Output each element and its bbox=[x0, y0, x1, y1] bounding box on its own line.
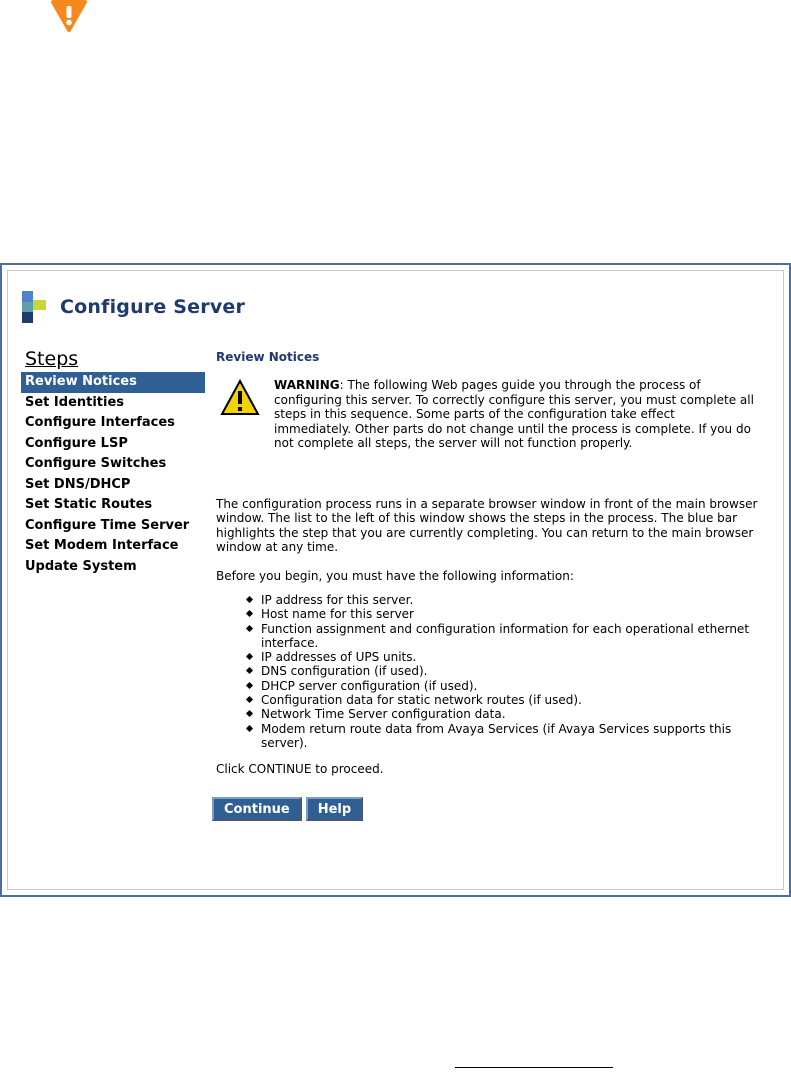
list-item: Configuration data for static network routes (if used). bbox=[245, 693, 755, 707]
step-set-modem-interface[interactable]: Set Modem Interface bbox=[25, 538, 179, 553]
button-row bbox=[212, 797, 768, 821]
warning-triangle-icon bbox=[220, 378, 260, 418]
section-title: Review Notices bbox=[216, 350, 320, 364]
list-item: Network Time Server configuration data. bbox=[245, 707, 755, 721]
step-configure-time-server[interactable]: Configure Time Server bbox=[25, 517, 190, 533]
app-title: Configure Server bbox=[60, 296, 246, 318]
steps-heading: Steps bbox=[25, 348, 79, 370]
warning-label: WARNING bbox=[274, 378, 340, 392]
configure-server-window bbox=[0, 263, 791, 897]
list-item: Host name for this server bbox=[245, 607, 755, 621]
step-set-dns-dhcp[interactable]: Set DNS/DHCP bbox=[25, 476, 131, 492]
warning-notice bbox=[220, 378, 756, 451]
intro-paragraph: The configuration process runs in a separate browser window in front of the main browser window. The list to the left of this window shows the steps in the process. The blue bar highlights the step that you are currently completing. You can return to the main browser window at any time. bbox=[216, 496, 758, 554]
step-update-system[interactable]: Update System bbox=[25, 558, 137, 574]
list-item: DNS configuration (if used). bbox=[245, 664, 755, 678]
bottom-divider bbox=[455, 1067, 613, 1068]
list-item: DHCP server configuration (if used). bbox=[245, 679, 755, 693]
list-item: IP address for this server. bbox=[245, 593, 755, 607]
help-button[interactable]: Help bbox=[306, 797, 363, 821]
step-configure-lsp[interactable]: Configure LSP bbox=[25, 435, 128, 451]
steps-nav bbox=[21, 348, 205, 577]
app-header bbox=[22, 290, 245, 324]
main-content bbox=[212, 348, 768, 821]
step-set-static-routes[interactable]: Set Static Routes bbox=[25, 497, 153, 512]
warning-body: : The following Web pages guide you through the process of configuring this server. To correctly configure this server, you must complete all steps in this sequence. Some parts of the configuration take effect immediately. Other parts do not change until the process is complete. If you do not complete all steps, the server will not function properly. bbox=[274, 378, 754, 450]
caution-badge-icon bbox=[50, 0, 88, 32]
step-set-identities[interactable]: Set Identities bbox=[25, 394, 125, 410]
list-item: Function assignment and configuration information for each operational ethernet interface. bbox=[245, 622, 755, 651]
avaya-logo-icon bbox=[22, 291, 48, 323]
step-configure-interfaces[interactable]: Configure Interfaces bbox=[25, 415, 175, 430]
continue-button[interactable]: Continue bbox=[212, 797, 302, 821]
requirements-intro: Before you begin, you must have the following information: bbox=[216, 568, 574, 583]
list-item: IP addresses of UPS units. bbox=[245, 650, 755, 664]
step-configure-switches[interactable]: Configure Switches bbox=[25, 456, 167, 471]
list-item: Modem return route data from Avaya Services (if Avaya Services supports this server). bbox=[245, 722, 755, 751]
proceed-text: Click CONTINUE to proceed. bbox=[216, 762, 384, 777]
requirements-list bbox=[245, 593, 755, 750]
warning-text bbox=[274, 378, 754, 451]
step-review-notices[interactable]: Review Notices bbox=[21, 372, 205, 393]
